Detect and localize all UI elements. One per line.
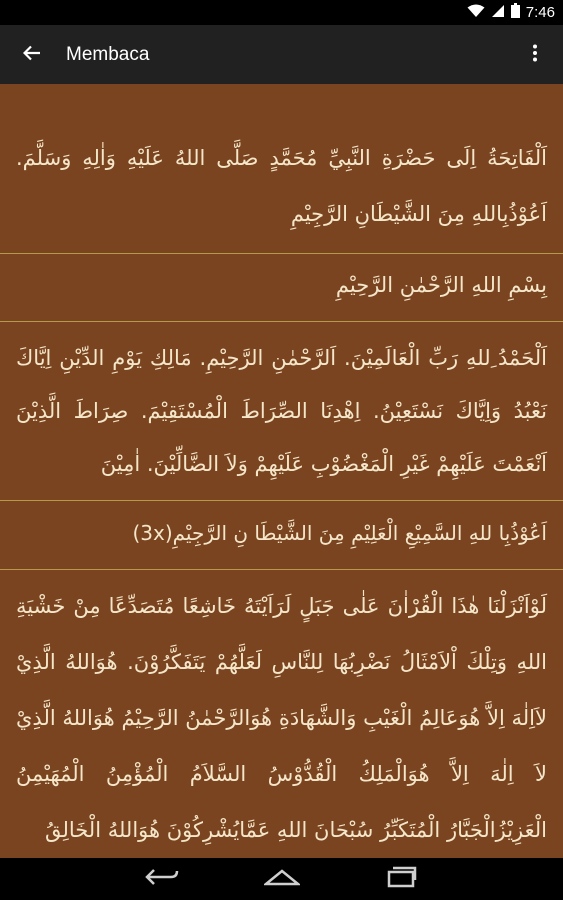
- verse-text: اَعُوْذُبِا للهِ السَّمِيْعِ الْعَلِيْمِ مِنَ الشَّيْطَا نِ الرَّجِيْمِ(3x): [132, 521, 547, 545]
- verse-block-al-hasyr: [0, 578, 563, 858]
- status-bar: [0, 0, 563, 25]
- verse-block-basmalah: [0, 262, 563, 312]
- verse-text: لَوْاَنْزَلْنَا هٰذَا الْقُرْاٰنَ عَلٰى جَبَلٍ لَرَاَيْتَهُ خَاشِعًا مُتَصَدِّعًا مِنْ خَشْيَةِ اللهِ وَتِلْكَ اْلاَمْثَالُ نَضْرِبُهَا لِلنَّاسِ لَعَلَّهُمْ يَتَفَكَّرُوْنَ. هُوَاللهُ الَّذِيْ لاَاِلٰهَ اِلاَّ هُوَعَالِمُ الْغَيْبِ وَالشَّهَادَةِ هُوَالرَّحْمٰنُ الرَّحِيْمُ هُوَاللهُ الَّذِيْ لاَ اِلٰهَ اِلاَّ هُوَالْمَلِكُ الْقُدُّوْسُ السَّلاَمُ الْمُؤْمِنُ الْمُهَيْمِنُ الْعَزِيْزُالْجَبَّارُ الْمُتَكَبِّرُ سُبْحَانَ اللهِ عَمَّايُشْرِكُوْنَ هُوَاللهُ الْخَالِقُ: [16, 594, 547, 842]
- arrow-back-icon: [23, 45, 41, 65]
- status-time: 7:46: [525, 4, 555, 21]
- nav-recents-button[interactable]: [378, 864, 426, 894]
- overflow-menu-button[interactable]: [517, 37, 553, 73]
- verse-text: بِسْمِ اللهِ الرَّحْمٰنِ الرَّحِيْمِ: [335, 273, 547, 297]
- divider: [0, 569, 563, 570]
- divider: [0, 253, 563, 254]
- more-vert-icon: [532, 44, 538, 66]
- battery-icon: [511, 3, 520, 22]
- system-nav-bar: [0, 858, 563, 900]
- back-nav-icon: [145, 867, 179, 891]
- divider: [0, 500, 563, 501]
- verse-text: اَلْحَمْدُ ِللهِ رَبِّ الْعَالَمِيْنَ. اَلرَّحْمٰنِ الرَّحِيْمِ. مَالِكِ يَوْمِ الدِّيْنِ اِيَّاكَ نَعْبُدُ وَاِيَّاكَ نَسْتَعِيْنُ. اِهْدِنَا الصِّرَاطَ الْمُسْتَقِيْمَ. صِرَاطَ الَّذِيْنَ اَنْعَمْتَ عَلَيْهِمْ غَيْرِ الْمَغْضُوْبِ عَلَيْهِمْ وَلاَ الضَّالِّيْنَ. اٰمِيْنَ: [16, 346, 547, 476]
- app-bar: [0, 25, 563, 84]
- page-title: Membaca: [66, 44, 150, 65]
- home-nav-icon: [264, 868, 300, 890]
- reading-content[interactable]: [0, 84, 563, 858]
- verse-block-fatihah-intro: [0, 130, 563, 250]
- verse-block-fatihah: [0, 332, 563, 492]
- nav-home-button[interactable]: [258, 864, 306, 894]
- status-icons: [467, 0, 555, 25]
- back-button[interactable]: [14, 37, 50, 73]
- nav-back-button[interactable]: [138, 864, 186, 894]
- wifi-icon: [467, 3, 485, 22]
- verse-block-taawudz: [0, 509, 563, 559]
- recents-nav-icon: [387, 866, 417, 892]
- verse-text: اَلْفَاتِحَةُ اِلَى حَضْرَةِ النَّبِيِّ مُحَمَّدٍ صَلَّى اللهُ عَلَيْهِ وَاٰلِهِ وَسَلَّمَ. اَعُوْذُبِاللهِ مِنَ الشَّيْطَانِ الرَّجِيْمِ: [16, 146, 547, 226]
- divider: [0, 321, 563, 322]
- signal-icon: [491, 3, 505, 22]
